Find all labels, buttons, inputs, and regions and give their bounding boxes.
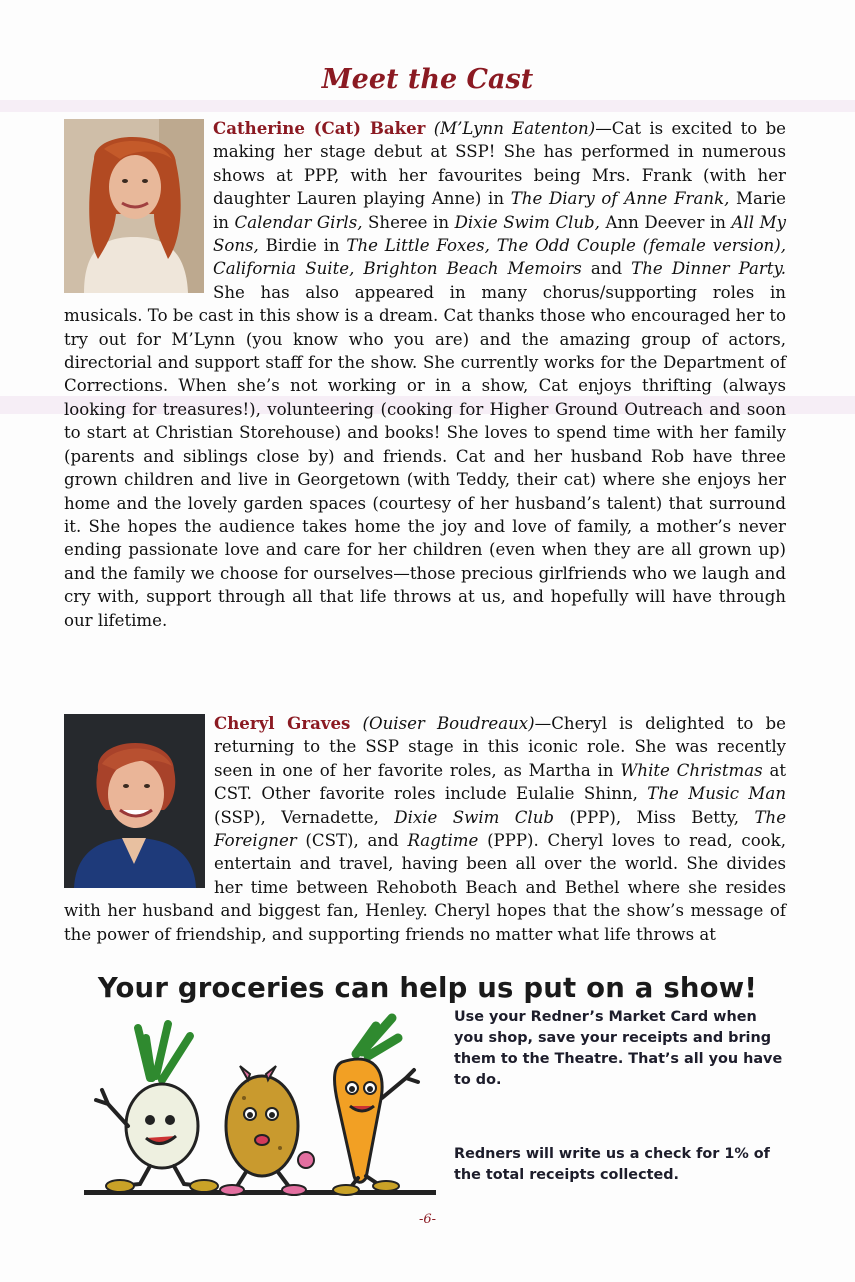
potato-character-icon (220, 1066, 314, 1195)
bio-text-segment: (PPP), Miss Betty, (554, 807, 755, 827)
page-number: -6- (418, 1212, 437, 1227)
bio-text-segment: (SSP), Vernadette, (214, 807, 395, 827)
bio-text-segment: at CST. Other favorite roles include Eulalie Shinn, (214, 760, 787, 804)
bio-text-segment: Marie in (213, 189, 787, 232)
ad-title: Your groceries can help us put on a show! (97, 972, 758, 1004)
bio-text-segment: She has also appeared in many chorus/supporting roles in musicals. To be cast in this show is a dream. Cat thanks those who encouraged her to try out for M’Lynn (you know who you are) and the amazing group of actors, directorial and support staff for the show. She currently works for the Department of Corrections. When she’s not working or in a show, Cat enjoys thrifting (always looking for treasures!), volunteering (cooking for Higher Ground Outreach and soon to start at Christian Storehouse) and books! She loves to spend time with her family (parents and siblings close by) and friends. Cat and her husband Rob have three grown children and live in Georgetown (with Teddy, their cat) where she enjoys her home and the lovely garden spaces (courtesy of her husband’s talent) that surround it. She hopes the audience takes home the joy and love of family, a mother’s never ending passionate love and care for her children (even when they are all grown up) and the family we choose for ourselves—those precious girlfriends who we laugh and cry with, support through all that life throws at us, and hopefully will have through our lifetime. (64, 282, 786, 630)
italic-title: The Music Man (647, 784, 786, 804)
bio-text-segment: Ann Deever in (599, 212, 732, 232)
italic-title: Dixie Swim Club (394, 807, 555, 827)
bio-text-segment: (CST), and (296, 831, 408, 851)
vegetable-cartoon-illustration (80, 1008, 445, 1200)
italic-title: White Christmas (620, 760, 763, 780)
bio-text-segment: Birdie in (258, 236, 347, 256)
cast-bio-2 (64, 712, 786, 946)
italic-title: The Diary of Anne Frank, (510, 189, 730, 209)
page-title: Meet the Cast (321, 64, 534, 95)
ad-donation-note: Redners will write us a check for 1% of the total receipts collected. (454, 1146, 770, 1183)
ad-instructions: Use your Redner’s Market Card when you shop, save your receipts and bring them to the Theatre. That’s all you have to do. (454, 1009, 783, 1088)
italic-title: All My Sons, (213, 212, 786, 256)
italic-title: The Dinner Party. (631, 259, 786, 279)
bio-text-segment: (PPP). Cheryl loves to read, cook, entertain and travel, having been all over the world. She divides her time between Rehoboth Beach and Bethel where she resides with her husband and biggest fan, Henley. Cheryl hopes that the show’s message of the power of friendship, and supporting friends no matter what life throws at (64, 831, 787, 944)
cast-role: (M’Lynn Eatenton) (433, 119, 596, 138)
cast-photo-catherine-baker (64, 119, 204, 293)
cast-name: Catherine (Cat) Baker (213, 118, 426, 138)
bio-text-segment: —Cat is excited to be making her stage debut at SSP! She has performed in numerous shows at PPP, with her favourites being Mrs. Frank (with her daughter Lauren playing Anne) in (213, 119, 787, 209)
italic-title: The Foreigner (214, 807, 787, 851)
italic-title: Calendar Girls, (234, 212, 363, 232)
cast-role: (Ouiser Boudreaux) (362, 714, 535, 733)
cast-bio-1 (64, 117, 786, 632)
bio-text-segment: and (581, 259, 632, 279)
cast-name: Cheryl Graves (214, 713, 351, 733)
bio-text-segment: Sheree in (362, 212, 455, 232)
italic-title: The Little Foxes, The Odd Couple (female version), California Suite, Brighton Beach Memoirs (213, 236, 786, 279)
onion-character-icon (96, 1024, 218, 1192)
italic-title: Ragtime (407, 831, 479, 851)
decorative-band (0, 100, 855, 112)
cast-photo-cheryl-graves (64, 714, 205, 888)
bio-text-segment: —Cheryl is delighted to be returning to the SSP stage in this iconic role. She was recently seen in one of her favorite roles, as Martha in (214, 714, 786, 780)
carrot-character-icon (333, 1018, 418, 1195)
italic-title: Dixie Swim Club, (454, 212, 600, 232)
